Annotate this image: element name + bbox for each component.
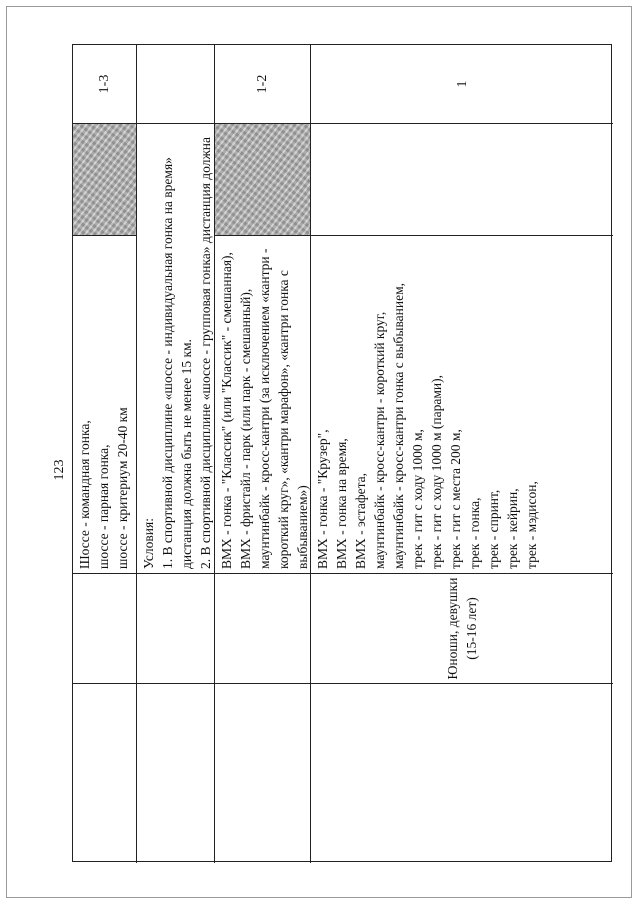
conditions-cell xyxy=(137,123,214,573)
discipline-line: трек - мэдисон, xyxy=(524,481,539,569)
rank-cell: 1-2 xyxy=(255,74,270,94)
table-row xyxy=(137,45,215,863)
discipline-line: маунтинбайк - кросс-кантри (за исключением «кантри - короткий круг», «кантри марафон», «кантри гонка с выбыванием») xyxy=(257,248,310,569)
discipline-line: маунтинбайк - кросс-кантри гонка с выбыванием, xyxy=(391,282,406,569)
discipline-cell xyxy=(215,235,310,573)
empty-cell xyxy=(73,683,136,863)
discipline-line: Шоссе - командная гонка, xyxy=(77,420,92,569)
discipline-line: ВМХ - гонка - "Крузер", xyxy=(315,429,330,569)
discipline-line: ВМХ - гонка на время, xyxy=(334,438,349,569)
age-cell xyxy=(137,573,214,683)
page-number: 123 xyxy=(52,459,67,481)
discipline-cell xyxy=(73,235,136,573)
discipline-line: шоссе - критериум 20-40 км xyxy=(115,407,130,569)
table-rotated-content xyxy=(73,45,613,863)
age-cell xyxy=(73,573,136,683)
table-row xyxy=(311,45,613,863)
empty-cell xyxy=(215,683,310,863)
discipline-line: ВМХ - гонка - "Классик" (или "Классик" - смешанная), xyxy=(219,252,234,569)
age-cell xyxy=(215,573,310,683)
rank-cell: 1-3 xyxy=(97,74,112,94)
discipline-line: трек - гонка, xyxy=(467,497,482,569)
shaded-cell xyxy=(215,123,310,235)
shaded-cell xyxy=(73,123,136,235)
table-row xyxy=(73,45,137,863)
qualification-table xyxy=(72,44,612,862)
empty-cell xyxy=(137,683,214,863)
discipline-line: трек - спринт, xyxy=(486,489,501,569)
discipline-line: трек - гит с места 200 м, xyxy=(448,429,463,569)
discipline-line: трек - кейрин, xyxy=(505,488,520,569)
conditions-heading: Условия: xyxy=(141,518,156,569)
conditions-item: 2. В спортивной дисциплине «шоссе - групповая гонка» дистанция должна xyxy=(198,136,213,569)
blank-cell xyxy=(311,123,613,235)
discipline-cell xyxy=(311,235,613,573)
table-row xyxy=(215,45,311,863)
age-cell: Юноши, девушки (15-16 лет) xyxy=(311,573,613,683)
discipline-line: ВМХ - фристайл - парк (или парк - смешанный), xyxy=(238,288,253,569)
rank-cell xyxy=(137,45,214,123)
discipline-line: маунтинбайк - кросс-кантри - короткий круг, xyxy=(372,311,387,569)
empty-cell xyxy=(311,683,613,863)
discipline-line: ВМХ - эстафета, xyxy=(353,472,368,569)
discipline-line: шоссе - парная гонка, xyxy=(96,444,111,569)
discipline-line: трек - гит с ходу 1000 м (парами), xyxy=(429,375,444,569)
conditions-item: 1. В спортивной дисциплине «шоссе - индивидуальная гонка на время» дистанция должна быть не менее 15 км. xyxy=(160,157,194,569)
rank-cell: 1 xyxy=(454,80,470,88)
discipline-line: трек - гит с ходу 1000 м, xyxy=(410,429,425,569)
